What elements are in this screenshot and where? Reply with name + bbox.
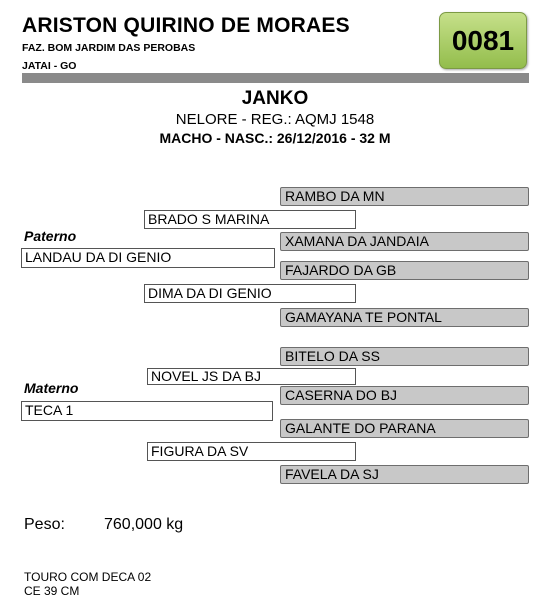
pedigree-dam-dam-sire: GALANTE DO PARANA	[280, 419, 529, 438]
pedigree-sire-sire: BRADO S MARINA	[144, 210, 356, 229]
sex-birth-age: MACHO - NASC.: 26/12/2016 - 32 M	[159, 130, 391, 146]
city-name: JATAI - GO	[22, 60, 77, 72]
pedigree-sire-sire-dam: XAMANA DA JANDAIA	[280, 232, 529, 251]
pedigree-dam-dam-dam: FAVELA DA SJ	[280, 465, 529, 484]
animal-name: JANKO	[241, 88, 309, 109]
pedigree-sire: LANDAU DA DI GENIO	[21, 248, 275, 268]
paternal-label: Paterno	[24, 228, 77, 244]
owner-name: ARISTON QUIRINO DE MORAES	[22, 14, 350, 37]
maternal-label: Materno	[24, 380, 79, 396]
header-divider	[22, 73, 529, 83]
pedigree-sire-dam: DIMA DA DI GENIO	[144, 284, 356, 303]
pedigree-dam-dam: FIGURA DA SV	[147, 442, 356, 461]
pedigree-dam-sire-dam: CASERNA DO BJ	[280, 386, 529, 405]
pedigree-dam-sire-sire: BITELO DA SS	[280, 347, 529, 366]
pedigree-sire-dam-dam: GAMAYANA TE PONTAL	[280, 308, 529, 327]
pedigree-dam: TECA 1	[21, 401, 273, 421]
pedigree-dam-sire: NOVEL JS DA BJ	[147, 368, 356, 385]
breed-registration: NELORE - REG.: AQMJ 1548	[175, 111, 375, 128]
note-line-1: TOURO COM DECA 02	[24, 570, 152, 584]
weight-label: Peso:	[24, 516, 65, 533]
pedigree-sire-sire-sire: RAMBO DA MN	[280, 187, 529, 206]
note-line-2: CE 39 CM	[24, 584, 80, 598]
weight-value: 760,000 kg	[104, 516, 184, 533]
lot-number-badge: 0081	[439, 12, 527, 69]
pedigree-sire-dam-sire: FAJARDO DA GB	[280, 261, 529, 280]
farm-name: FAZ. BOM JARDIM DAS PEROBAS	[22, 42, 196, 54]
